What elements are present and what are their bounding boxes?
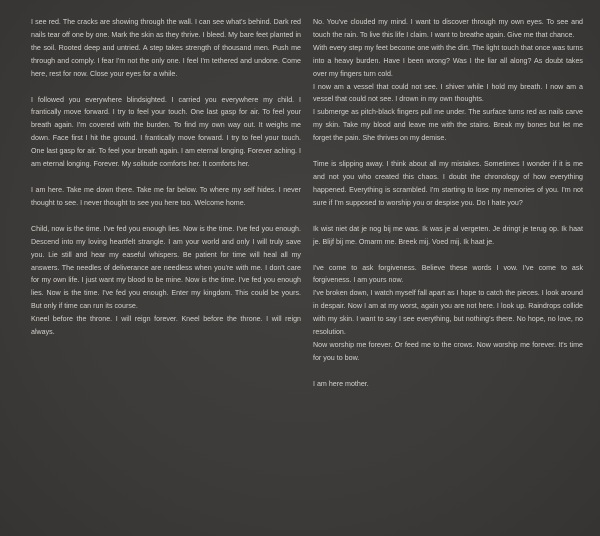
stanza-right-3: Ik wist niet dat je nog bij me was. Ik was je al vergeten. Je dringt je terug op. Ik haat je. Blijf bij me. Omarm me. Breek mij. Voed mij. Ik haat je. (313, 224, 583, 246)
stanza-left-3: I am here. Take me down there. Take me far below. To where my self hides. I never thought to see. I never thought to see you here too. Welcome home. (31, 185, 301, 207)
stanza-right-5: I am here mother. (313, 379, 369, 388)
stanza-left-2: I followed you everywhere blindsighted. I carried you everywhere my child. I frantically move forward. I try to feel your touch. One last gasp for air. To feel your breath again. I'm covered with the burden. To find my own way out. It weighs me down. Face first I hit the ground. I frantically move forward. I try to feel your touch. One last gasp for air. To feel your breath again. I am eternal longing. Forever aching. I am eternal longing. Forever. My solitude comforts her. It comforts her. (31, 95, 301, 169)
stanza-right-4: I've come to ask forgiveness. Believe these words I vow. I've come to ask forgiveness. I am yours now. I've broken down, I watch myself fall apart as I hope to catch the pieces. I look around in despair. Now I am at my worst, again you are not here. I look up. Raindrops collide with my skin. I want to say I see everything, but nothing's there. No hope, no love, no resolution. Now worship me forever. Or feed me to the crows. Now worship me forever. It's time for you to bow. (313, 263, 583, 362)
stanza-left-4: Child, now is the time. I've fed you enough lies. Now is the time. I've fed you enough. Descend into my loving heartfelt strangle. I am your world and only I will truly save you. Lie still and hear my easeful whispers. Be patient for time will heal all my answers. The needles of deliverance are needless when you're with me. I don't care for my own life. I just want my blood to be mine. Now is the time. I've fed you enough lies. Now is the time. I've fed you enough. Enter my kingdom. This could be yours. But only if time can run its course. Kneel before the throne. I will reign forever. Kneel before the throne. I will reign always. (31, 224, 301, 337)
stanza-left-1: I see red. The cracks are showing through the wall. I can see what's behind. Dark red nails tear off one by one. Mark the skin as they thrive. I bleed. My bare feet planted in the soil. Rooted deep and untried. A step takes strength of thousand men. Push me through and comply. I fear I'm not the only one. I feel I'm tethered and undone. Come here, rest for now. Close your eyes for a while. (31, 18, 301, 78)
right-column (313, 16, 583, 404)
stanza-right-1: No. You've clouded my mind. I want to discover through my own eyes. To see and touch the rain. To live this life I claim. I want to breathe again. Give me that chance. With every step my feet become one with the dirt. The light touch that once was turns into a heavy burden. Have I been wrong? Was I the liar all along? As doubt takes over my fingers turn cold. I now am a vessel that could not see. I shiver while I hold my breath. I now am a vessel that could not see. I drown in my own thoughts. I submerge as pitch-black fingers pull me under. The surface turns red as nails carve my skin. Take my blood and leave me with the stains. Break my bones but let me forget the pain. She thrives on my demise. (313, 18, 583, 143)
stanza-right-2: Time is slipping away. I think about all my mistakes. Sometimes I wonder if it is me and not you who created this chaos. I doubt the chronology of how everything happened. Everything is scrambled. I'm starting to lose my memories of you. I'm not sure if I'm supposed to worship you or despise you. Do I hate you? (313, 160, 583, 207)
left-column (31, 16, 301, 352)
